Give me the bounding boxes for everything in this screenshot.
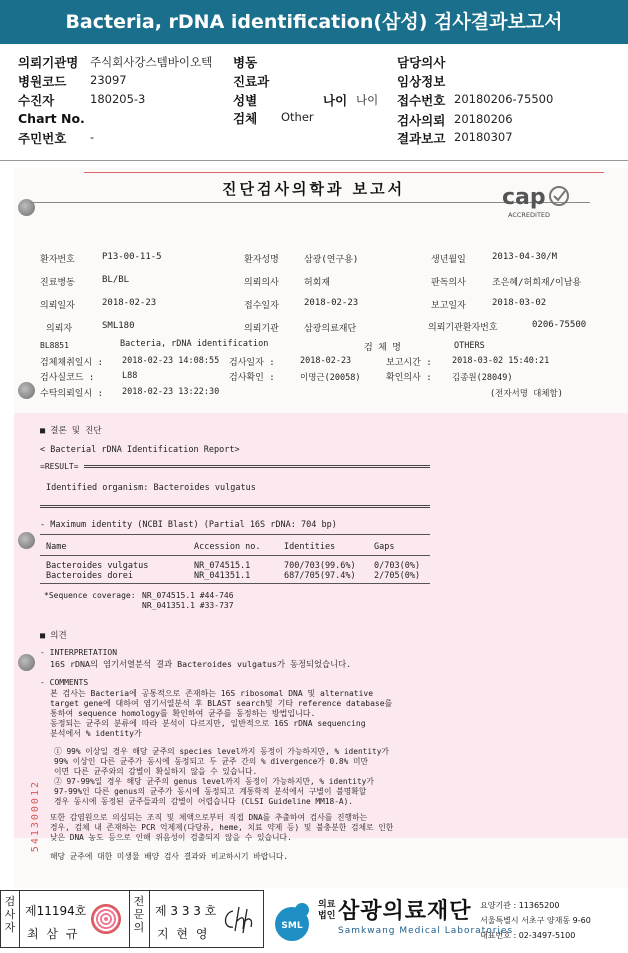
requester: SML180	[102, 321, 135, 331]
confirm: 이명근(20058)	[300, 373, 361, 383]
max-identity: - Maximum identity (NCBI Blast) (Partial 16S rDNA: 704 bp)	[40, 520, 337, 530]
patient-no: P13-00-11-5	[102, 252, 162, 262]
specimen-name: OTHERS	[454, 341, 485, 351]
clinical-label: 임상정보	[397, 74, 446, 89]
specimen-name-label: 검 체 명	[364, 343, 401, 353]
comment-line: 분석에서 % identity가	[50, 729, 142, 738]
request-label: 검사의뢰	[397, 113, 446, 128]
scanned-report	[14, 168, 628, 888]
point-line: 99% 이상인 다른 균주가 동시에 동정되고 두 균주 간의 % divergence가 0.8% 미만	[54, 757, 369, 766]
signature-icon	[219, 903, 259, 935]
result-section-label: ■ 결론 및 진단	[40, 426, 102, 436]
header-divider	[0, 160, 628, 161]
comment-line: 통하여 sequence homology를 확인하여 균주를 동정하는 방법입니다.	[50, 709, 316, 718]
dob-label: 생년월일	[431, 255, 466, 265]
patient-name: 삼광(연구용)	[304, 255, 359, 265]
point-line: ② 97-99%일 경우 해당 균주의 genus level까지 동정이 가능하지만, % identity가	[54, 777, 374, 786]
result-rule	[84, 465, 430, 468]
contact-block	[480, 898, 591, 943]
patient-label: 수진자	[18, 93, 55, 108]
dept-label: 진료과	[233, 74, 270, 89]
inst-rec: 0206-75500	[532, 320, 587, 330]
req-date-label: 의뢰일자	[40, 301, 75, 311]
th-accession: Accession no.	[194, 542, 261, 552]
doctor-label-scan: 의뢰의사	[244, 278, 279, 288]
test-code: BL8851	[40, 341, 69, 350]
dob: 2013-04-30/M	[492, 252, 558, 262]
table-cell: Bacteroides dorei	[46, 571, 133, 581]
result-marker: =RESULT=	[40, 462, 79, 471]
request-value: 20180206	[454, 112, 513, 126]
identified-organism: Identified organism: Bacteroides vulgatus	[46, 483, 256, 493]
institution-value: 주식회사강스템바이오텍	[90, 55, 213, 69]
divider	[149, 891, 150, 947]
note-line: 해당 균주에 대한 미생물 배양 검사 결과와 비교하시기 바랍니다.	[50, 852, 289, 861]
opinion-label: ■ 의견	[40, 631, 67, 641]
specialist-license: 제 3 3 3 호	[155, 904, 217, 918]
age-label: 나이	[323, 93, 348, 108]
requester-label: 의뢰자	[46, 324, 73, 334]
ward-label-scan: 진료병동	[40, 278, 75, 288]
comment-line: 본 검사는 Bacteria에 공통적으로 존재하는 16S ribosomal DNA 및 alternative	[50, 689, 374, 698]
patient-no-label: 환자번호	[40, 255, 75, 265]
sml-logo-icon	[268, 894, 320, 946]
verify-label: 확인의사 :	[386, 373, 432, 383]
divider	[19, 891, 20, 947]
room: L88	[122, 371, 138, 381]
room-label: 검사실코드 :	[40, 373, 95, 383]
report-title: Bacteria, rDNA identification(삼성) 검사결과보고서	[0, 0, 628, 44]
inst-rec-label: 의뢰기관환자번호	[428, 323, 498, 333]
doctor-label: 담당의사	[397, 55, 446, 70]
patient-value: 180205-3	[90, 92, 146, 106]
punch-hole	[18, 532, 35, 549]
ward: BL/BL	[102, 275, 130, 285]
recv-time: 2018-02-23 13:22:30	[122, 387, 220, 397]
doctor: 허회재	[304, 278, 331, 288]
footer	[0, 890, 628, 953]
table-cell: 2/705(0%)	[374, 571, 421, 581]
table-bottom-rule	[40, 583, 430, 584]
ssn-label: 주민번호	[18, 131, 67, 146]
confirm-label: 검사확인 :	[229, 373, 275, 383]
specimen-value: Other	[281, 110, 314, 124]
coverage-2: NR_041351.1 #33-737	[142, 601, 234, 610]
req-date: 2018-02-23	[102, 298, 157, 308]
org-name: 삼광의료재단	[338, 899, 472, 924]
receipt-value: 20180206-75500	[454, 92, 554, 106]
punch-hole	[18, 382, 35, 399]
specialist-label: 전문의	[133, 895, 145, 934]
inst-label: 의뢰기관	[244, 324, 279, 334]
comment-line: target gene에 대하여 염기서열분석 후 BLAST search및 기타 reference database를	[50, 699, 393, 708]
result-value: 20180307	[454, 130, 513, 144]
recv-date-label: 접수일자	[244, 301, 279, 311]
coverage-label: *Sequence coverage:	[44, 591, 136, 600]
table-cell: 0/703(0%)	[374, 561, 421, 571]
interpretation: 16S rDNA의 염기서열분석 결과 Bacteroides vulgatus가 동정되었습니다.	[50, 659, 352, 669]
examiner-label: 검사자	[4, 895, 16, 934]
test-date-label: 검사일자 :	[229, 358, 275, 368]
scan-title: 진단검사의학과 보고서	[222, 180, 406, 198]
contact-line: 요양기관 : 11365200	[480, 901, 560, 910]
table-header-rule	[40, 555, 430, 556]
test-name: Bacteria, rDNA identification	[120, 339, 269, 349]
examiner-license: 제11194호	[25, 904, 87, 918]
recv-date: 2018-02-23	[304, 298, 359, 308]
contact-line: 대표번호 : 02-3497-5100	[480, 931, 576, 940]
org-prefix: 의료법인	[318, 900, 336, 921]
result-report-title: < Bacterial rDNA Identification Report>	[40, 445, 240, 455]
chart-label: Chart No.	[18, 111, 85, 126]
table-cell: NR_041351.1	[194, 571, 251, 581]
org-english-name: Samkwang Medical Laboratories	[338, 926, 514, 936]
cap-accredited: ACCREDITED	[508, 211, 551, 219]
collect-label: 검체채취일시 :	[40, 358, 104, 368]
coverage-1: NR_074515.1 #44-746	[142, 591, 234, 600]
table-top-rule	[40, 534, 430, 535]
report-date-label: 보고일자	[431, 301, 466, 311]
report-time: 2018-03-02 15:40:21	[452, 356, 550, 366]
point-line: 경우 동시에 동정된 균주들과의 감별이 어렵습니다 (CLSI Guideline MM18-A).	[54, 797, 353, 806]
note-line: 경우, 검체 내 존재하는 PCR 억제제(다당류, heme, 치료 약제 등) 및 불충분한 검체로 인한	[50, 823, 394, 832]
receipt-label: 접수번호	[397, 93, 446, 108]
sex-label: 성별	[233, 93, 258, 108]
specialist-name: 지 현 영	[157, 927, 210, 941]
hospital-code-label: 병원코드	[18, 74, 67, 89]
table-cell: 700/703(99.6%)	[284, 561, 356, 571]
table-cell: NR_074515.1	[194, 561, 251, 571]
institution: 삼광의료재단	[304, 324, 357, 334]
comments-label: - COMMENTS	[40, 678, 89, 687]
punch-hole	[18, 654, 35, 671]
ssn-value: -	[90, 130, 95, 144]
test-date: 2018-02-23	[300, 356, 352, 366]
table-cell: 687/705(97.4%)	[284, 571, 356, 581]
recv-time-label: 수탁의뢰일시 :	[40, 389, 104, 399]
point-line: 97-99%인 다른 genus의 균주가 동시에 동정되고 계통학적 분석에서 구별이 불명확할	[54, 787, 367, 796]
th-gaps: Gaps	[374, 542, 395, 552]
point-line: ① 99% 이상일 경우 해당 균주의 species level까지 동정이 가능하지만, % identity가	[54, 747, 389, 756]
cap-check-icon	[548, 185, 570, 207]
e-sign-note: (전자서명 대체함)	[490, 389, 563, 399]
report-time-label: 보고시간 :	[386, 358, 432, 368]
comment-line: 동정되는 균주의 분류에 따라 분석이 다르지만, 일반적으로 16S rDNA sequencing	[50, 719, 366, 728]
table-cell: Bacteroides vulgatus	[46, 561, 149, 571]
note-line: 낮은 DNA 농도 등으로 인해 위음성이 검출되지 않을 수 있습니다.	[50, 833, 292, 842]
report-header	[0, 50, 628, 160]
top-red-rule	[84, 172, 604, 173]
patient-name-label: 환자성명	[244, 255, 279, 265]
sml-logo-text: SML	[281, 921, 303, 931]
th-name: Name	[46, 542, 67, 552]
hospital-code-value: 23097	[90, 73, 127, 87]
examiner-name: 최 삼 규	[27, 927, 80, 941]
side-serial-number: 541300012	[30, 780, 41, 853]
result-label: 결과보고	[397, 131, 446, 146]
age-value: 나이	[356, 93, 379, 107]
cap-logo	[502, 185, 572, 225]
reader: 조은혜/허희재/이남용	[492, 278, 582, 288]
reader-label: 판독의사	[431, 278, 466, 288]
th-identities: Identities	[284, 542, 336, 552]
seal-stamp-icon	[91, 904, 121, 934]
note-line: 또한 감염원으로 의심되는 조직 및 체액으로부터 직접 DNA를 추출하여 검사를 진행하는	[50, 813, 368, 822]
cap-logo-text: cap	[502, 185, 546, 210]
identified-rule	[40, 505, 430, 508]
contact-line: 서울특별시 서초구 양재동 9-60	[480, 916, 591, 925]
signature-box	[0, 890, 264, 948]
specimen-label: 검체	[233, 111, 258, 126]
interpretation-label: - INTERPRETATION	[40, 648, 118, 657]
ward-label: 병동	[233, 55, 258, 70]
collect: 2018-02-23 14:08:55	[122, 356, 220, 366]
point-line: 이면 다른 균주와의 감별이 확실하지 않을 수 있습니다.	[54, 767, 258, 776]
institution-label: 의뢰기관명	[18, 55, 79, 70]
report-date: 2018-03-02	[492, 298, 547, 308]
verify: 김종원(28049)	[452, 373, 513, 383]
